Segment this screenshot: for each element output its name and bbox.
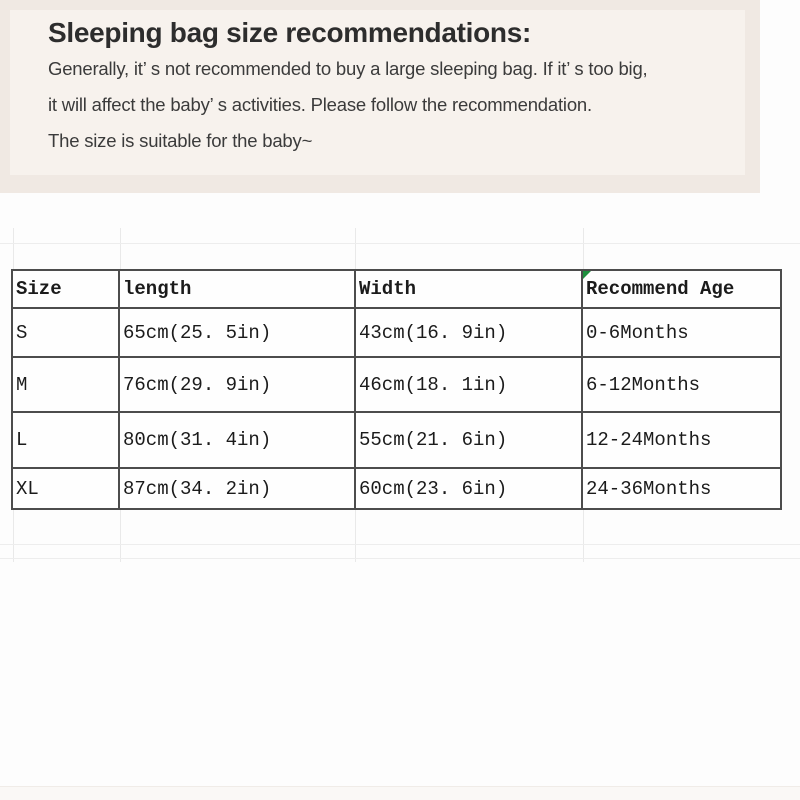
cell-width: 60cm(23. 6in) [355, 468, 582, 509]
cell-age: 24-36Months [582, 468, 781, 509]
info-text-line: it will affect the baby’ s activities. Please follow the recommendation. [48, 94, 592, 115]
size-table [11, 269, 782, 510]
cell-length: 87cm(34. 2in) [119, 468, 355, 509]
col-header-width: Width [355, 270, 582, 308]
page-title: Sleeping bag size recommendations: [48, 17, 532, 48]
info-text-line: Generally, it’ s not recommended to buy a large sleeping bag. If it’ s too big, [48, 58, 648, 79]
col-header-recommend-age-label: Recommend Age [586, 278, 735, 300]
info-panel [0, 0, 760, 193]
bottom-band [0, 787, 800, 800]
col-header-length: length [119, 270, 355, 308]
col-header-recommend-age [582, 270, 781, 308]
cell-length: 65cm(25. 5in) [119, 308, 355, 357]
table-row [12, 308, 781, 357]
cell-length: 80cm(31. 4in) [119, 412, 355, 468]
cell-width: 55cm(21. 6in) [355, 412, 582, 468]
table-row [12, 357, 781, 412]
col-header-size: Size [12, 270, 119, 308]
green-triangle-marker [583, 271, 591, 279]
table-row [12, 468, 781, 509]
cell-width: 46cm(18. 1in) [355, 357, 582, 412]
cell-size: XL [12, 468, 119, 509]
cell-width: 43cm(16. 9in) [355, 308, 582, 357]
cell-age: 6-12Months [582, 357, 781, 412]
grid-line-horizontal [0, 544, 800, 545]
cell-size: L [12, 412, 119, 468]
grid-line-horizontal [0, 243, 800, 244]
table-row [12, 412, 781, 468]
cell-length: 76cm(29. 9in) [119, 357, 355, 412]
cell-age: 12-24Months [582, 412, 781, 468]
grid-line-horizontal [0, 558, 800, 559]
table-header-row [12, 270, 781, 308]
info-text-line: The size is suitable for the baby~ [48, 130, 313, 151]
cell-size: M [12, 357, 119, 412]
cell-age: 0-6Months [582, 308, 781, 357]
cell-size: S [12, 308, 119, 357]
